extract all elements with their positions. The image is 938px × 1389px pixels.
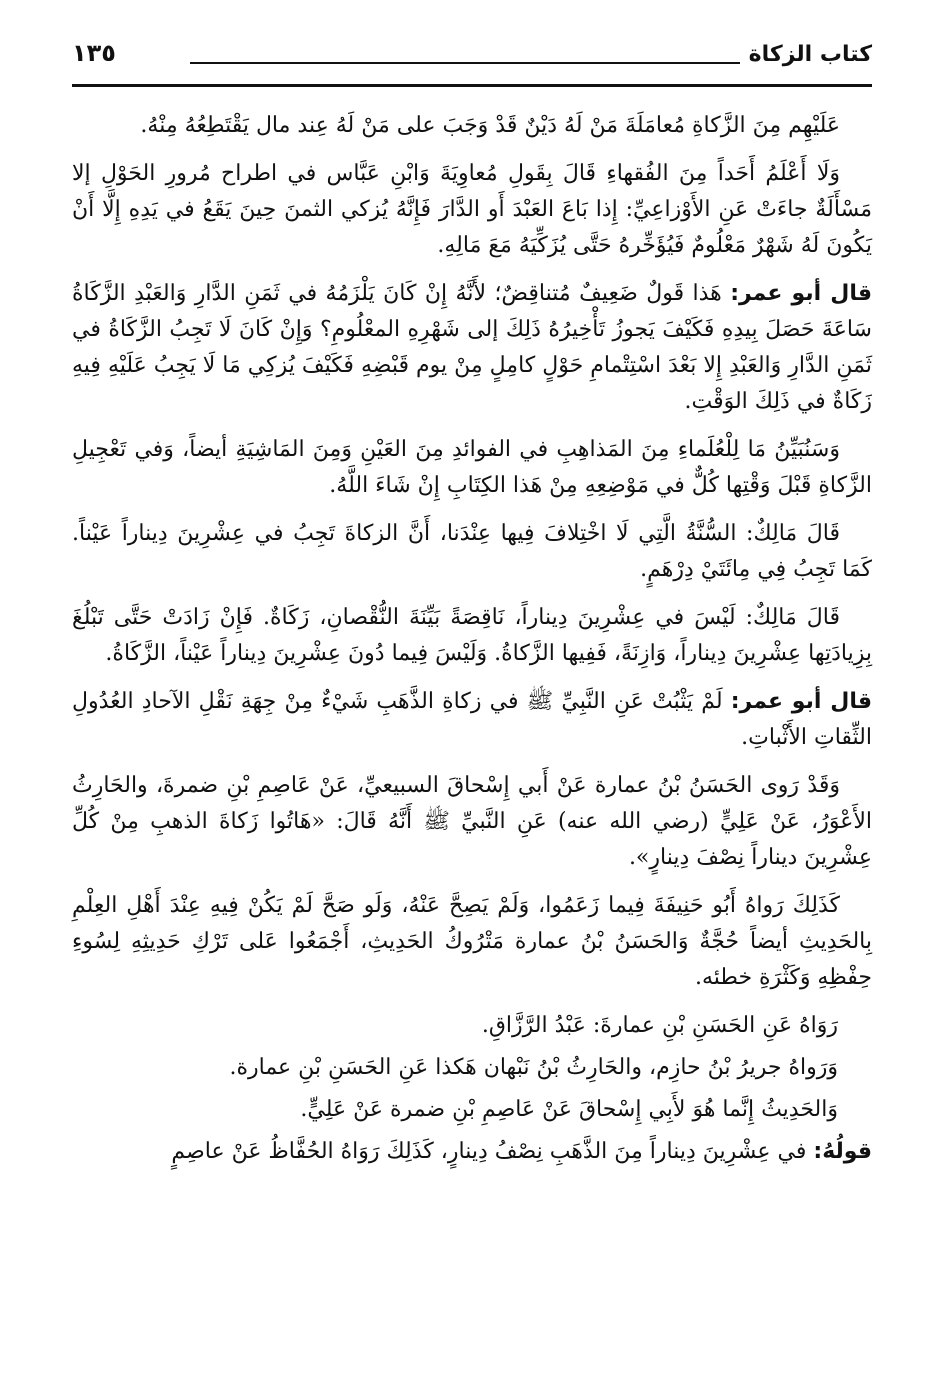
page-body	[72, 108, 872, 1182]
narration-text: وَالحَدِيثُ إِنَّما هُوَ لأَبِي إِسْحاقَ عَنْ عَاصِمِ بْنِ ضمرة عَنْ عَلِيٍّ.	[300, 1097, 838, 1122]
paragraph	[72, 516, 872, 588]
paragraph	[72, 108, 872, 144]
paragraph-text: عَلَيْهِم مِنَ الزَّكاةِ مُعامَلَةَ مَنْ لَهُ دَيْنٌ قَدْ وَجَبَ على مَنْ لَهُ عِند مال يَقْتَطِعُهُ مِنْهُ.	[140, 113, 840, 138]
speaker-label: قال أبو عمر:	[730, 689, 872, 714]
paragraph-text: لَمْ يَثْبُتْ عَنِ النَّبِيِّ ﷺ في زكاةِ الذَّهَبِ شَيْءٌ مِنْ جِهَةِ نَقْلِ الآحادِ العُدُولِ الثِّقاتِ الأَثْباتِ.	[72, 689, 872, 750]
paragraph-text: في عِشْرِينَ دِيناراً مِنَ الذَّهَبِ نِصْفُ دِينارٍ، كَذَلِكَ رَوَاهُ الحُفَّاظُ عَنْ عاصِمٍ	[171, 1139, 814, 1164]
paragraph-text: هَذا قَولٌ ضَعِيفٌ مُتناقِضٌ؛ لأَنَّهُ إِنْ كَانَ يَلْزَمُهُ في ثَمَنِ الدَّارِ وَالعَبْدِ الزَّكَاةُ سَاعَةَ حَصَلَ بِيدِهِ فَكَيْفَ يَجوزُ تَأْخِيرُهُ ذَلِكَ إلى شَهْرِهِ المعْلُومِ؟ وَإِنْ كَانَ لَا تَجِبُ الزَّكَاةُ في ثَمَنِ الدَّارِ وَالعَبْدِ إِلا بَعْدَ اسْتِتْمامِ حَوْلٍ كامِلٍ مِنْ يوم قَبْضِهِ فَكَيْفَ يُزكِي مَا لَا يَجِبُ عَلَيْهِ فِيهِ زَكَاةٌ في ذَلِكَ الوَقْتِ.	[72, 281, 872, 414]
page-number: ١٣٥	[72, 39, 116, 67]
paragraph-text: وَسَنُبَيِّنُ مَا لِلْعُلَماءِ مِنَ المَذاهِبِ في الفوائدِ مِنَ العَيْنِ وَمِنَ المَاشِيَةِ أيضاً، وَفي تَعْجِيلِ الزَّكاةِ قَبْلَ وَقْتِها كُلٌّ في مَوْضِعِهِ مِنْ هَذا الكِتَابِ إِنْ شَاءَ اللَّهُ.	[72, 437, 872, 498]
paragraph-text: كَذَلِكَ رَواهُ أَبُو حَنِيفَةَ فِيما زَعَمُوا، وَلَمْ يَصِحَّ عَنْهُ، وَلَو صَحَّ لَمْ يَكُنْ فِيهِ عِنْدَ أَهْلِ العِلْمِ بِالحَدِيثِ أيضاً حُجَّةٌ وَالحَسَنُ بْنُ عمارة مَتْرُوكُ الحَدِيثِ، أَجْمَعُوا عَلى تَرْكِ حَدِيثِهِ لِسُوءِ حِفْظِهِ وَكَثْرَةِ خطئه.	[72, 893, 872, 990]
page-header	[72, 34, 872, 86]
paragraph-text: وَلَا أَعْلَمُ أَحَداً مِنَ الفُقهاءِ قَالَ بِقَولِ مُعاوِيَةَ وَابْنِ عَبَّاس في اطراح مُرورِ الحَوْلِ إلا مَسْأَلَةٌ جاءَتْ عَنِ الأَوْزاعِيِّ: إِذا بَاعَ العَبْدَ أَو الدَّارَ فَإِنَّهُ يُزكي الثمنَ حِينَ يَقَعُ في يَدِهِ إِلَّا أَنْ يَكُونَ لَهُ شَهْرٌ مَعْلُومٌ فَيُؤَخِّرهُ حَتَّى يُزَكِّيَهُ مَعَ مَالِهِ.	[72, 161, 872, 258]
narration-text: وَرَواهُ جريرُ بْنُ حازِم، والحَارِثُ بْنُ نَبْهان هَكذا عَنِ الحَسَنِ بْنِ عمارة.	[229, 1055, 838, 1080]
paragraph	[72, 156, 872, 264]
narration-line	[72, 1008, 872, 1044]
speaker-label: قال أبو عمر:	[730, 281, 872, 306]
paragraph	[72, 276, 872, 420]
paragraph-text: قَالَ مَالِكٌ: لَيْسَ في عِشْرِينَ دِيناراً، نَاقِصَةً بَيِّنَةَ النُّقْصانِ، زَكَاةٌ. فَإِنْ زَادَتْ حَتَّى تَبْلُغَ بِزِيادَتِها عِشْرِينَ دِيناراً، وَازِنَةً، فَفِيها الزَّكاةُ. وَلَيْسَ فِيما دُونَ عِشْرِينَ دِيناراً عَيْناً، الزَّكَاةُ.	[72, 605, 872, 666]
narration-line	[72, 1092, 872, 1128]
header-rule	[72, 84, 872, 87]
paragraph	[72, 888, 872, 996]
paragraph	[72, 600, 872, 672]
paragraph	[72, 684, 872, 756]
running-title: كتاب الزكاة	[748, 42, 872, 67]
header-short-rule	[190, 62, 740, 64]
paragraph	[72, 432, 872, 504]
paragraph	[72, 768, 872, 876]
speaker-label: قولُهُ:	[813, 1139, 872, 1164]
paragraph-text: وَقَدْ رَوى الحَسَنُ بْنُ عمارة عَنْ أَبي إِسْحاقَ السبيعيِّ، عَنْ عَاصِمِ بْنِ ضمرةَ، والحَارِثُ الأَعْوَرُ، عَنْ عَلِيٍّ (رضي الله عنه) عَنِ النَّبيِّ ﷺ أَنَّهُ قَالَ: «هَاتُوا زَكاةَ الذهبِ مِنْ كُلِّ عِشْرِينَ ديناراً نِصْفَ دِينارٍ».	[72, 773, 872, 870]
narration-text: رَوَاهُ عَنِ الحَسَنِ بْنِ عمارةَ: عَبْدُ الرَّزَّاقِ.	[481, 1013, 838, 1038]
narration-line	[72, 1050, 872, 1086]
paragraph	[72, 1134, 872, 1170]
paragraph-text: قَالَ مَالِكٌ: السُّنَّةُ الَّتِي لَا اخْتِلافَ فِيها عِنْدَنا، أَنَّ الزكاةَ تَجِبُ في عِشْرِينَ دِيناراً عَيْناً. كَمَا تَجِبُ فِي مِائَتَيْ دِرْهَمٍ.	[72, 521, 872, 582]
